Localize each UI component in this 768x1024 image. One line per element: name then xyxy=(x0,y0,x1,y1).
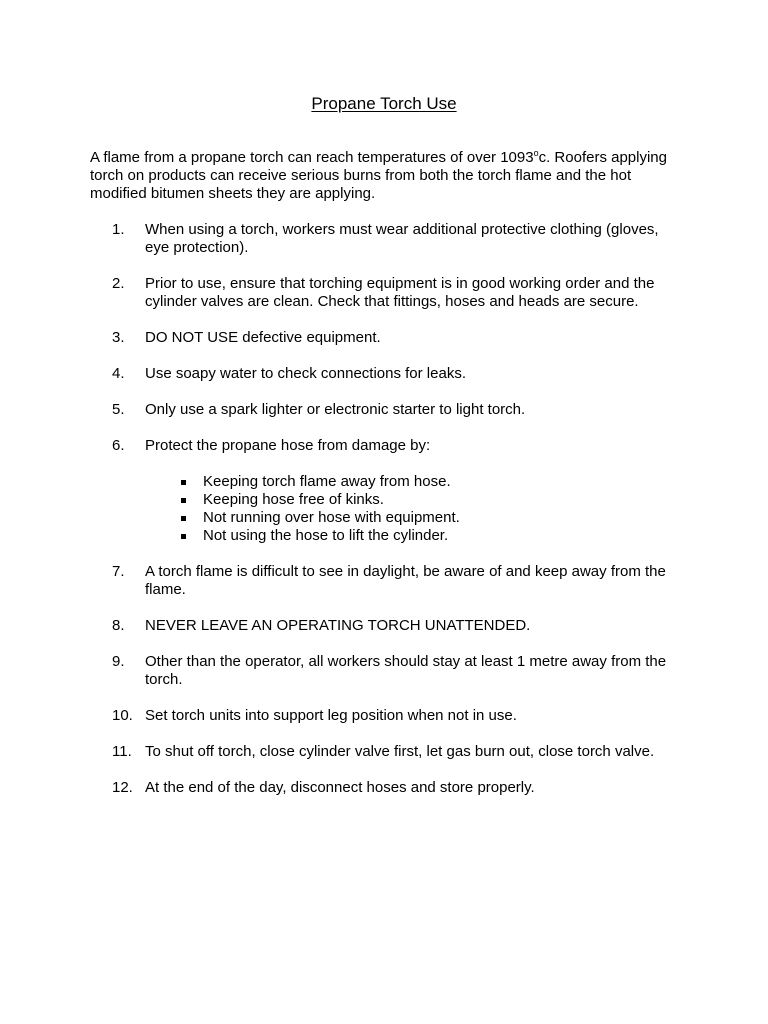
step-number: 2. xyxy=(112,275,125,292)
step-number: 4. xyxy=(112,365,125,382)
bullet-item xyxy=(0,509,768,527)
step-number: 3. xyxy=(112,329,125,346)
degree-symbol: o xyxy=(533,148,539,158)
step-text: A torch flame is difficult to see in daylight, be aware of and keep away from the flame. xyxy=(145,563,666,598)
bullet-text: Keeping torch flame away from hose. xyxy=(203,473,451,490)
hose-protection-bullet-list xyxy=(0,473,768,545)
step-text: Use soapy water to check connections for leaks. xyxy=(145,365,466,382)
step-number: 8. xyxy=(112,617,125,634)
step-text: NEVER LEAVE AN OPERATING TORCH UNATTENDED. xyxy=(145,617,531,634)
list-item xyxy=(0,653,768,689)
step-number: 12. xyxy=(112,779,133,796)
list-item xyxy=(0,401,768,419)
step-text: Protect the propane hose from damage by: xyxy=(145,437,431,454)
step-text: To shut off torch, close cylinder valve first, let gas burn out, close torch valve. xyxy=(145,743,655,760)
bullet-item xyxy=(0,527,768,545)
step-number: 5. xyxy=(112,401,125,418)
bullet-text: Not running over hose with equipment. xyxy=(203,509,460,526)
step-text: Only use a spark lighter or electronic starter to light torch. xyxy=(145,401,526,418)
list-item xyxy=(0,365,768,383)
list-item xyxy=(0,617,768,635)
step-number: 9. xyxy=(112,653,125,670)
list-item xyxy=(0,221,768,257)
list-item xyxy=(0,707,768,725)
square-bullet-icon xyxy=(181,498,186,503)
intro-text-after: c. Roofers applying torch on products can receive serious burns from both the torch flame and the hot modified bitumen sheets they are applying. xyxy=(90,149,667,202)
list-item xyxy=(0,437,768,545)
list-item xyxy=(0,329,768,347)
bullet-text: Keeping hose free of kinks. xyxy=(203,491,384,508)
square-bullet-icon xyxy=(181,534,186,539)
step-text: When using a torch, workers must wear additional protective clothing (gloves, eye protection). xyxy=(145,221,659,256)
step-number: 10. xyxy=(112,707,133,724)
step-text: Other than the operator, all workers should stay at least 1 metre away from the torch. xyxy=(145,653,667,688)
list-item xyxy=(0,275,768,311)
bullet-item xyxy=(0,473,768,491)
step-text: DO NOT USE defective equipment. xyxy=(145,329,381,346)
step-number: 7. xyxy=(112,563,125,580)
step-text: Set torch units into support leg position when not in use. xyxy=(145,707,517,724)
square-bullet-icon xyxy=(181,480,186,485)
step-number: 11. xyxy=(112,743,132,760)
step-number: 1. xyxy=(112,221,125,238)
bullet-text: Not using the hose to lift the cylinder. xyxy=(203,527,449,544)
list-item xyxy=(0,779,768,797)
square-bullet-icon xyxy=(181,516,186,521)
safety-steps-list xyxy=(0,221,768,815)
document-title: Propane Torch Use xyxy=(311,94,457,113)
step-text: Prior to use, ensure that torching equipment is in good working order and the cylinder valves are clean. Check that fittings, hoses and heads are secure. xyxy=(145,275,655,310)
step-text: At the end of the day, disconnect hoses and store properly. xyxy=(145,779,535,796)
intro-text-before: A flame from a propane torch can reach temperatures of over 1093 xyxy=(90,149,534,166)
step-number: 6. xyxy=(112,437,125,454)
bullet-item xyxy=(0,491,768,509)
intro-paragraph xyxy=(90,149,680,203)
list-item xyxy=(0,743,768,761)
list-item xyxy=(0,563,768,599)
